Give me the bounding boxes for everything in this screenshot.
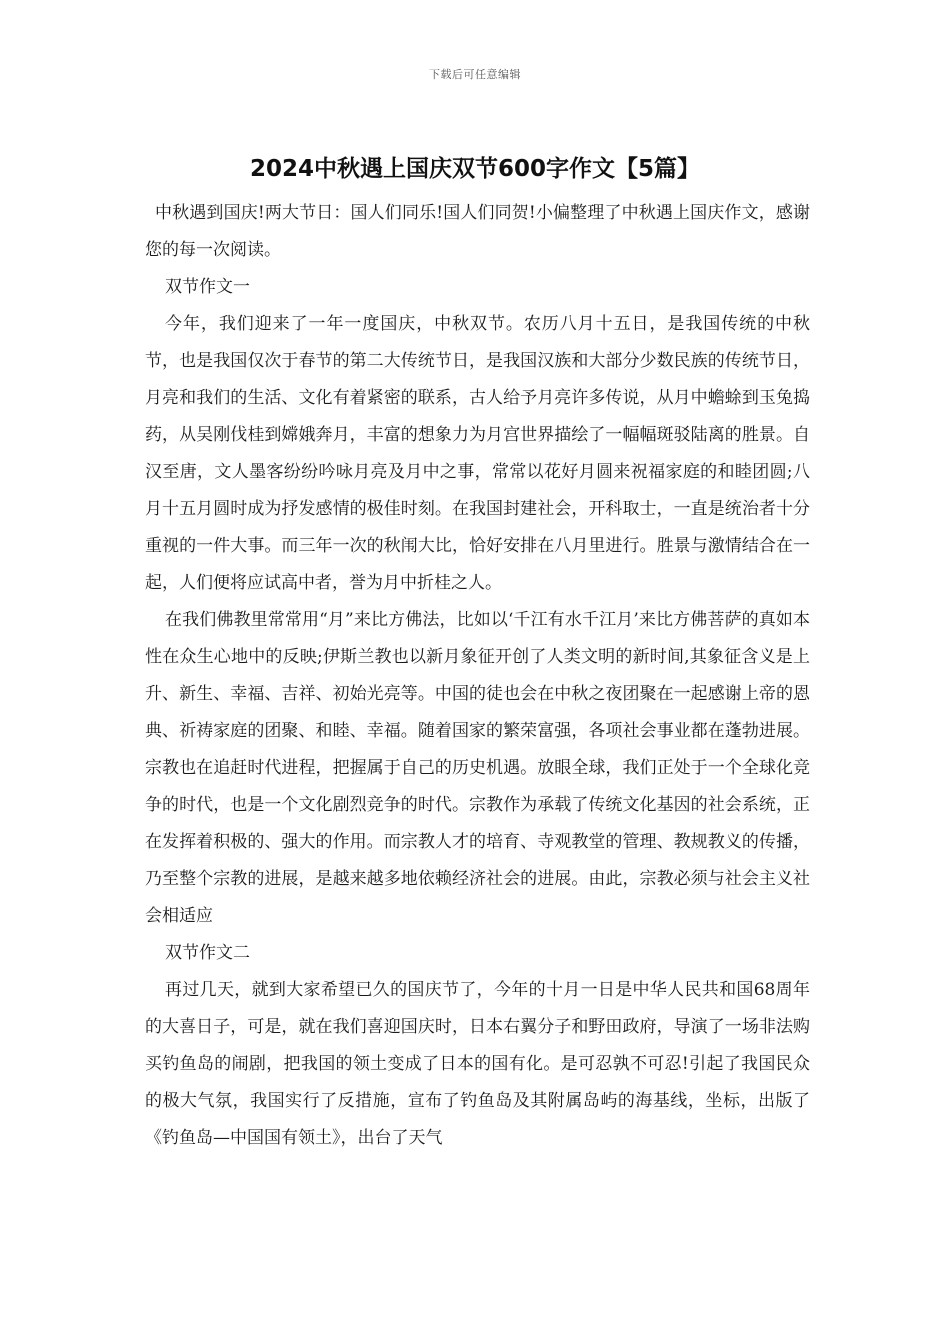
section-heading: 双节作文一	[165, 277, 250, 297]
header-note: 下载后可任意编辑	[429, 68, 521, 81]
section-heading: 双节作文二	[165, 943, 250, 963]
paragraph: 今年，我们迎来了一年一度国庆，中秋双节。农历八月十五日，是我国传统的中秋节，也是我国仅次于春节的第二大传统节日，是我国汉族和大部分少数民族的传统节日，月亮和我们的生活、文化有着紧密的联系，古人给予月亮许多传说，从月中蟾蜍到玉兔捣药，从吴刚伐桂到嫦娥奔月，丰富的想象力为月宫世界描绘了一幅幅斑驳陆离的胜景。自汉至唐，文人墨客纷纷吟咏月亮及月中之事，常常以花好月圆来祝福家庭的和睦团圆;八月十五月圆时成为抒发感情的极佳时刻。在我国封建社会，开科取士，一直是统治者十分重视的一件大事。而三年一次的秋闱大比，恰好安排在八月里进行。胜景与激情结合在一起，人们便将应试高中者，誉为月中折桂之人。	[145, 314, 810, 593]
document-body	[145, 195, 810, 1157]
paragraph: 再过几天，就到大家希望已久的国庆节了，今年的十月一日是中华人民共和国68周年的大喜日子，可是，就在我们喜迎国庆时，日本右翼分子和野田政府，导演了一场非法购买钓鱼岛的闹剧，把我国的领土变成了日本的国有化。是可忍孰不可忍!引起了我国民众的极大气氛，我国实行了反措施，宣布了钓鱼岛及其附属岛屿的海基线，坐标，出版了《钓鱼岛—中国国有领土》，出台了天气	[145, 980, 810, 1148]
document-title: 2024中秋遇上国庆双节600字作文【5篇】	[249, 156, 701, 182]
paragraph: 在我们佛教里常常用“月”来比方佛法，比如以‘千江有水千江月’来比方佛菩萨的真如本性在众生心地中的反映;伊斯兰教也以新月象征开创了人类文明的新时间,其象征含义是上升、新生、幸福、吉祥、初始光亮等。中国的徒也会在中秋之夜团聚在一起感谢上帝的恩典、祈祷家庭的团聚、和睦、幸福。随着国家的繁荣富强，各项社会事业都在蓬勃进展。宗教也在追赶时代进程，把握属于自己的历史机遇。放眼全球，我们正处于一个全球化竞争的时代，也是一个文化剧烈竞争的时代。宗教作为承载了传统文化基因的社会系统，正在发挥着积极的、强大的作用。而宗教人才的培育、寺观教堂的管理、教规教义的传播，乃至整个宗教的进展，是越来越多地依赖经济社会的进展。由此，宗教必须与社会主义社会相适应	[145, 610, 810, 926]
intro-paragraph: 中秋遇到国庆!两大节日：国人们同乐!国人们同贺!小偏整理了中秋遇上国庆作文，感谢您的每一次阅读。	[145, 203, 810, 260]
